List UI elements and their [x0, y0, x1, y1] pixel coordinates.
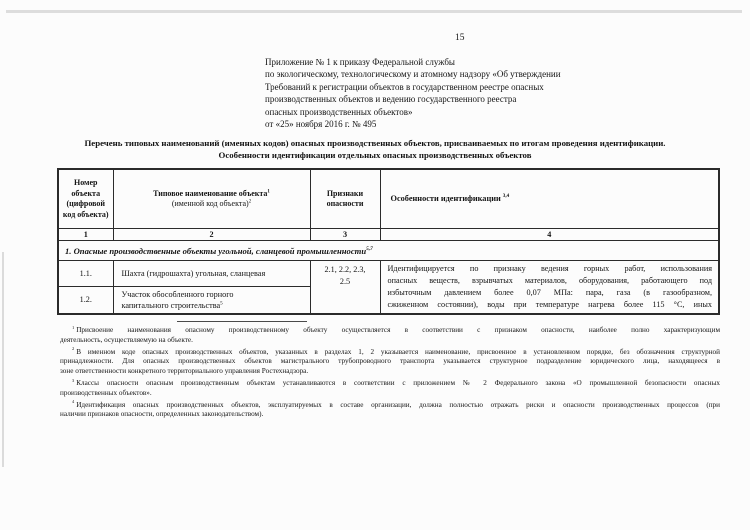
object-name-line: Шахта (гидрошахта) угольная, сланцевая [121, 268, 266, 278]
footnote-line: $^1$ Присвоение наименования опасному производственному объекту осуществляется в соответствии с признаком опасности, наиболее полно характеризующим [72, 324, 720, 334]
header-cell-object-name [113, 169, 310, 229]
footnote-line: $^2$ В именном коде опасных производственных объектов, указанных в разделах 1, 2 указывается наименование, присвоенное в установленном порядке, без обозначения структурной [72, 346, 720, 356]
footnote [60, 379, 720, 398]
footnote-marker: 1 [72, 324, 75, 330]
identification-line: избыточным давлением более 0,07 МПа: пара, газа (в газообразном, [387, 287, 712, 297]
scan-edge-top [6, 10, 742, 13]
identification-cell [380, 261, 719, 314]
header-name-line2: (именной код объекта)$^2$ [171, 199, 252, 208]
header-cell-identification: Особенности идентификации $^{3,4}$ [380, 169, 719, 229]
scan-edge-left [2, 252, 4, 467]
object-name-cell [113, 286, 310, 314]
footnote-line: деятельность, осуществляемую на объекте. [60, 335, 193, 344]
footnote-ref: 5,7 [366, 245, 373, 252]
title-line: Особенности идентификации отдельных опасных производственных объектов [218, 150, 532, 160]
header-cell-hazard-signs: Признаки опасности [310, 169, 380, 229]
page-number: 15 [455, 33, 465, 43]
table-row [58, 261, 719, 287]
appendix-line: по экологическому, технологическому и атомному надзору «Об утверждении [265, 69, 561, 80]
row-number-cell: 1.2. [58, 286, 113, 314]
appendix-line: производственных объектов и ведению государственного реестра [265, 94, 517, 105]
opo-table [57, 168, 720, 315]
column-index: 4 [380, 229, 719, 241]
object-name-line: Участок обособленного горного [121, 289, 234, 299]
appendix-line: Требований к регистрации объектов в государственном реестре опасных [265, 81, 544, 92]
identification-line: опасных веществ, взрывчатых материалов, оборудования, работающего под [387, 275, 712, 285]
identification-line: сжиженном состоянии), воды при температуре нагрева более 115 °С, иных [387, 299, 712, 309]
footnote-ref: 5 [220, 299, 223, 306]
appendix-line: Приложение № 1 к приказу Федеральной службы [265, 57, 455, 67]
header-cell-object-number: Номер объекта (цифровой код объекта) [58, 169, 113, 229]
hazard-signs-line: 2.5 [339, 277, 351, 286]
appendix-line: от «25» ноября 2016 г. № 495 [265, 119, 377, 130]
footnote-ref: 3,4 [502, 192, 510, 199]
appendix-line: опасных производственных объектов» [265, 106, 413, 117]
column-index: 1 [58, 229, 113, 241]
column-index: 3 [310, 229, 380, 241]
footnote-marker: 4 [72, 399, 75, 405]
footnote-line: зоне ответственности конкретного территориального управления Ростехнадзора. [60, 366, 309, 375]
footnote-ref: 2 [248, 199, 252, 205]
footnote-marker: 2 [72, 346, 75, 352]
footnote-marker: 3 [72, 377, 75, 383]
object-name-cell [113, 261, 310, 287]
footnote [60, 326, 720, 345]
row-number-cell: 1.1. [58, 261, 113, 287]
footnote-line: $^3$ Классы опасности опасным производственным объектам устанавливаются в соответствии с приложением № 2 Федерального закона «О промышленной безопасности опасных [72, 377, 720, 387]
section-row [58, 241, 719, 261]
footnote-line: $^4$ Идентификация опасных производственных объектов, эксплуатируемых в составе организации, должна полностью отражать риски и опасности производственных процессов (при [72, 399, 720, 409]
footnotes [60, 326, 720, 422]
hazard-signs-cell [310, 261, 380, 314]
footnote-ref: 1 [267, 188, 270, 194]
footnote-line: производственных объектов». [60, 388, 152, 397]
document-title [30, 137, 720, 161]
identification-line: Идентифицируется по признаку ведения горных работ, использования [387, 264, 712, 273]
header-row [58, 169, 719, 229]
appendix-block [265, 56, 685, 130]
section-title: 1. Опасные производственные объекты угольной, сланцевой промышленности$^{5,7}$ [58, 241, 719, 261]
footnote-line: принадлежности. Для опасных производственных объектов магистрального трубопроводного транспорта указывается структурное подразделение юридического лица, находящееся в [60, 357, 720, 366]
column-index-row [58, 229, 719, 241]
header-name-line1: Типовое наименование объекта$^1$ [153, 188, 270, 198]
title-line: Перечень типовых наименований (именных кодов) опасных производственных объектов, присваиваемых по итогам проведения идентификации. [84, 138, 666, 148]
column-index: 2 [113, 229, 310, 241]
hazard-signs-line: 2.1, 2.2, 2.3, [324, 265, 366, 274]
object-name-line: капитального строительства$^5$ [121, 299, 223, 310]
footnote-line: наличии признаков опасности, определенных законодательством). [60, 410, 264, 419]
footnote [60, 401, 720, 420]
footnote [60, 348, 720, 377]
footnote-rule [177, 321, 307, 322]
